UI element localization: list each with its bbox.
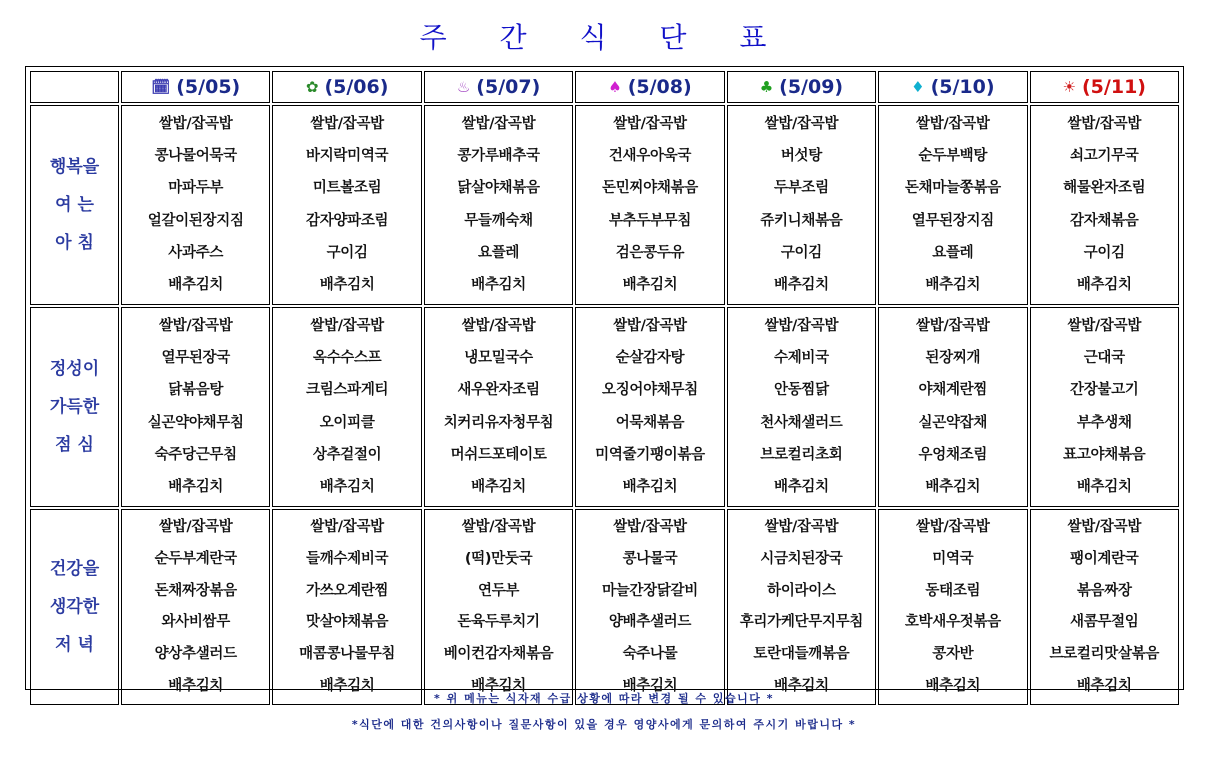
meal-label-line: 생각한 [49,597,100,617]
dish-item: 구이김 [780,244,822,261]
dish-item: 숙주당근무침 [154,446,237,463]
dish-item: 배추김치 [925,479,981,496]
dish-item: 배추김치 [319,277,375,294]
dish-item: 콩나물어묵국 [154,147,237,164]
dish-item: 배추김치 [773,479,829,496]
dish-item: 바지락미역국 [306,147,389,164]
inquiry-notice: *식단에 대한 건의사항이나 질문사항이 있을 경우 영양사에게 문의하여 주시기 바랍니다 * [351,718,857,731]
dish-item: 쌀밥/잡곡밥 [764,317,839,334]
dish-item: 돈채짜장볶음 [154,582,237,599]
dish-item: 머쉬드포테이토 [450,446,547,463]
dish-item: 안동찜닭 [773,382,829,399]
meal-label-line: 건강을 [49,559,100,579]
dish-item: 배추김치 [471,677,526,694]
dish-item: 호박새우젓볶음 [904,614,1001,631]
dish-item: 배추김치 [471,479,526,496]
meal-row-0 [30,105,1179,305]
day-date-label: (5/06) [324,76,389,98]
dish-item: 숙주나물 [622,645,678,662]
dish-item: 양상추샐러드 [154,645,237,662]
menu-cell [121,105,270,305]
dish-item: 브로컬리맛살볶음 [1049,645,1160,662]
menu-cell [424,105,573,305]
dish-item: 쥬키니채볶음 [760,212,843,229]
menu-cell [272,105,421,305]
dish-item: 팽이계란국 [1069,550,1139,567]
dish-item: 배추김치 [622,677,678,694]
dish-item: 오이피클 [319,414,375,431]
dish-item: 실곤약잡채 [918,414,988,431]
meal-label-line: 아 침 [55,233,94,253]
dish-item: 부추두부무침 [608,212,692,229]
dish-item: 새콤무절임 [1069,614,1139,631]
meal-label-line: 가득한 [49,397,100,417]
dish-item: 마늘간장닭갈비 [602,582,698,599]
menu-body [30,105,1179,705]
dish-item: 우엉채조림 [918,446,988,463]
tree-icon-thu: ♠ [608,78,622,96]
dish-item: 배추김치 [319,677,375,694]
dish-item: 양배추샐러드 [608,614,692,631]
dish-item: 치커리유자청무침 [443,414,554,431]
menu-cell [121,509,270,705]
meal-label-cell [30,105,119,305]
dish-item: 건새우아욱국 [608,147,692,164]
menu-cell [727,307,876,507]
dish-item: 쌀밥/잡곡밥 [916,115,990,132]
menu-cell [1030,307,1179,507]
dish-item: 쌀밥/잡곡밥 [613,519,687,536]
dish-item: 순두부계란국 [154,550,237,567]
dish-item: 맛살야채볶음 [306,614,389,631]
dish-item: 표고야채볶음 [1063,446,1146,463]
dish-item: 쌀밥/잡곡밥 [310,317,384,334]
dish-item: 천사채샐러드 [760,414,843,431]
dish-item: 쌀밥/잡곡밥 [916,519,990,536]
gem-icon-sat: ♦ [911,78,925,96]
menu-cell [878,307,1027,507]
dish-item: 수제비국 [773,349,829,366]
day-header-2 [424,71,573,103]
dish-item: 매콤콩나물무침 [299,645,396,662]
weekly-menu-frame [25,66,1184,694]
dish-item: 쌀밥/잡곡밥 [461,317,536,334]
menu-cell [575,509,724,705]
dish-item: 순두부백탕 [918,147,988,164]
dish-item: 야채계란찜 [918,382,988,399]
dish-item: 쌀밥/잡곡밥 [158,519,233,536]
dish-item: 후리가케단무지무침 [739,614,864,631]
dish-item: 배추김치 [168,277,224,294]
day-header-1 [272,71,421,103]
dish-item: 냉모밀국수 [464,349,533,366]
dish-item: 미역국 [932,550,974,567]
dish-item: 쌀밥/잡곡밥 [1067,519,1142,536]
meal-label-line: 여 는 [55,195,94,215]
meal-label-line: 점 심 [55,435,94,455]
dish-item: 두부조림 [773,180,829,197]
menu-cell [727,509,876,705]
dish-item: 돈채마늘쫑볶음 [904,180,1001,197]
day-header-3 [575,71,724,103]
dish-item: 실곤약야채무침 [147,414,244,431]
dish-item: 배추김치 [471,277,526,294]
change-notice: * 위 메뉴는 식자재 수급 상황에 따라 변경 될 수 있습니다 * [434,692,774,705]
dish-item: 배추김치 [622,277,678,294]
dish-item: 검은콩두유 [615,244,685,261]
dish-item: 배추김치 [925,677,981,694]
dish-item: 감자채볶음 [1069,212,1139,229]
dish-item: 콩나물국 [622,550,678,567]
dish-item: 버섯탕 [780,147,822,164]
dish-item: 쌀밥/잡곡밥 [158,115,233,132]
menu-cell [1030,105,1179,305]
dish-item: 배추김치 [1076,677,1132,694]
dish-item: 쌀밥/잡곡밥 [613,317,687,334]
dish-item: 쌀밥/잡곡밥 [461,115,536,132]
calendar-icon-mon: 🗓 [151,78,171,96]
dish-item: 닭볶음탕 [168,382,224,399]
menu-cell [1030,509,1179,705]
dish-item: 돈육두루치기 [457,614,540,631]
dish-item: 콩가루배추국 [457,147,540,164]
dish-item: 와사비쌈무 [161,614,230,631]
dish-item: 쌀밥/잡곡밥 [764,115,839,132]
page-title: 주 간 식 단 표 [419,21,789,54]
dish-item: 쌀밥/잡곡밥 [158,317,233,334]
menu-cell [575,307,724,507]
dish-item: 베이컨감자채볶음 [443,645,554,662]
dish-item: 배추김치 [622,479,678,496]
dish-item: 요플레 [932,244,974,261]
dish-item: 닭살야채볶음 [457,180,540,197]
dish-item: 감자양파조림 [306,212,389,229]
dish-item: 배추김치 [168,677,224,694]
dish-item: 간장불고기 [1069,382,1139,399]
dish-item: 상추겉절이 [312,446,382,463]
menu-cell [878,509,1027,705]
dish-item: 구이김 [1083,244,1125,261]
dish-item: 배추김치 [773,677,829,694]
day-header-6 [1030,71,1179,103]
dish-item: 쌀밥/잡곡밥 [310,519,384,536]
dish-item: 된장찌개 [925,349,981,366]
meal-label-cell [30,307,119,507]
dish-item: 해물완자조림 [1063,180,1146,197]
dish-item: 얼갈이된장지짐 [147,212,244,229]
dish-item: 새우완자조림 [457,382,540,399]
meal-label-line: 정성이 [49,359,100,379]
meal-row-1 [30,307,1179,507]
dish-item: 돈민찌야채볶음 [602,180,698,197]
meal-label-cell [30,509,119,705]
corner-cell [30,71,119,103]
day-header-0 [121,71,270,103]
dish-item: 배추김치 [1076,277,1132,294]
dish-item: 마파두부 [168,180,224,197]
dish-item: 무들깨숙채 [464,212,533,229]
menu-cell [878,105,1027,305]
dish-item: 가쓰오계란찜 [306,582,389,599]
day-date-label: (5/10) [930,76,995,98]
menu-cell [272,509,421,705]
dish-item: 쌀밥/잡곡밥 [613,115,687,132]
day-header-4 [727,71,876,103]
flower-icon-tue: ✿ [305,78,319,96]
dish-item: 어묵채볶음 [615,414,685,431]
day-header-row [30,71,1179,103]
dish-item: 부추생채 [1076,414,1132,431]
dish-item: 오징어야채무침 [602,382,698,399]
dish-item: 요플레 [477,244,520,261]
sun-icon-sun: ☀ [1062,78,1076,96]
dish-item: 크림스파게티 [306,382,389,399]
dish-item: 열무된장지짐 [911,212,994,229]
dish-item: 들깨수제비국 [306,550,389,567]
dish-item: 브로컬리초회 [760,446,843,463]
dish-item: 열무된장국 [161,349,230,366]
menu-cell [121,307,270,507]
dish-item: 배추김치 [168,479,224,496]
dish-item: 콩자반 [932,645,974,662]
leaf-icon-fri: ♣ [759,78,774,96]
flame-icon-wed: ♨ [456,78,471,96]
meal-label-line: 저 녁 [55,635,94,655]
dish-item: 쌀밥/잡곡밥 [461,519,536,536]
dish-item: 시금치된장국 [760,550,843,567]
dish-item: 배추김치 [1076,479,1132,496]
dish-item: 배추김치 [925,277,981,294]
dish-item: 쌀밥/잡곡밥 [310,115,384,132]
dish-item: 쌀밥/잡곡밥 [1067,115,1142,132]
menu-cell [727,105,876,305]
dish-item: 순살감자탕 [615,349,685,366]
dish-item: 쌀밥/잡곡밥 [916,317,990,334]
day-date-label: (5/07) [476,76,541,98]
dish-item: (떡)만둣국 [464,550,533,567]
dish-item: 하이라이스 [767,582,836,599]
dish-item: 구이김 [326,244,368,261]
menu-cell [272,307,421,507]
meal-label-line: 행복을 [49,157,100,177]
day-date-label: (5/09) [779,76,844,98]
dish-item: 사과주스 [168,244,224,261]
menu-cell [424,307,573,507]
weekly-menu-table [28,69,1181,707]
dish-item: 동태조림 [925,582,981,599]
dish-item: 근대국 [1083,349,1125,366]
dish-item: 연두부 [477,582,520,599]
dish-item: 배추김치 [773,277,829,294]
dish-item: 쌀밥/잡곡밥 [764,519,839,536]
dish-item: 토란대들깨볶음 [753,645,850,662]
meal-row-2 [30,509,1179,705]
menu-cell [424,509,573,705]
day-date-label: (5/05) [176,76,241,98]
day-date-label: (5/11) [1082,76,1146,98]
dish-item: 미트볼조림 [312,180,382,197]
dish-item: 미역줄기팽이볶음 [595,446,705,463]
menu-cell [575,105,724,305]
day-date-label: (5/08) [627,76,692,98]
dish-item: 쇠고기무국 [1069,147,1139,164]
dish-item: 쌀밥/잡곡밥 [1067,317,1142,334]
day-header-5 [878,71,1027,103]
dish-item: 볶음짜장 [1076,582,1132,599]
dish-item: 옥수수스프 [312,349,382,366]
dish-item: 배추김치 [319,479,375,496]
